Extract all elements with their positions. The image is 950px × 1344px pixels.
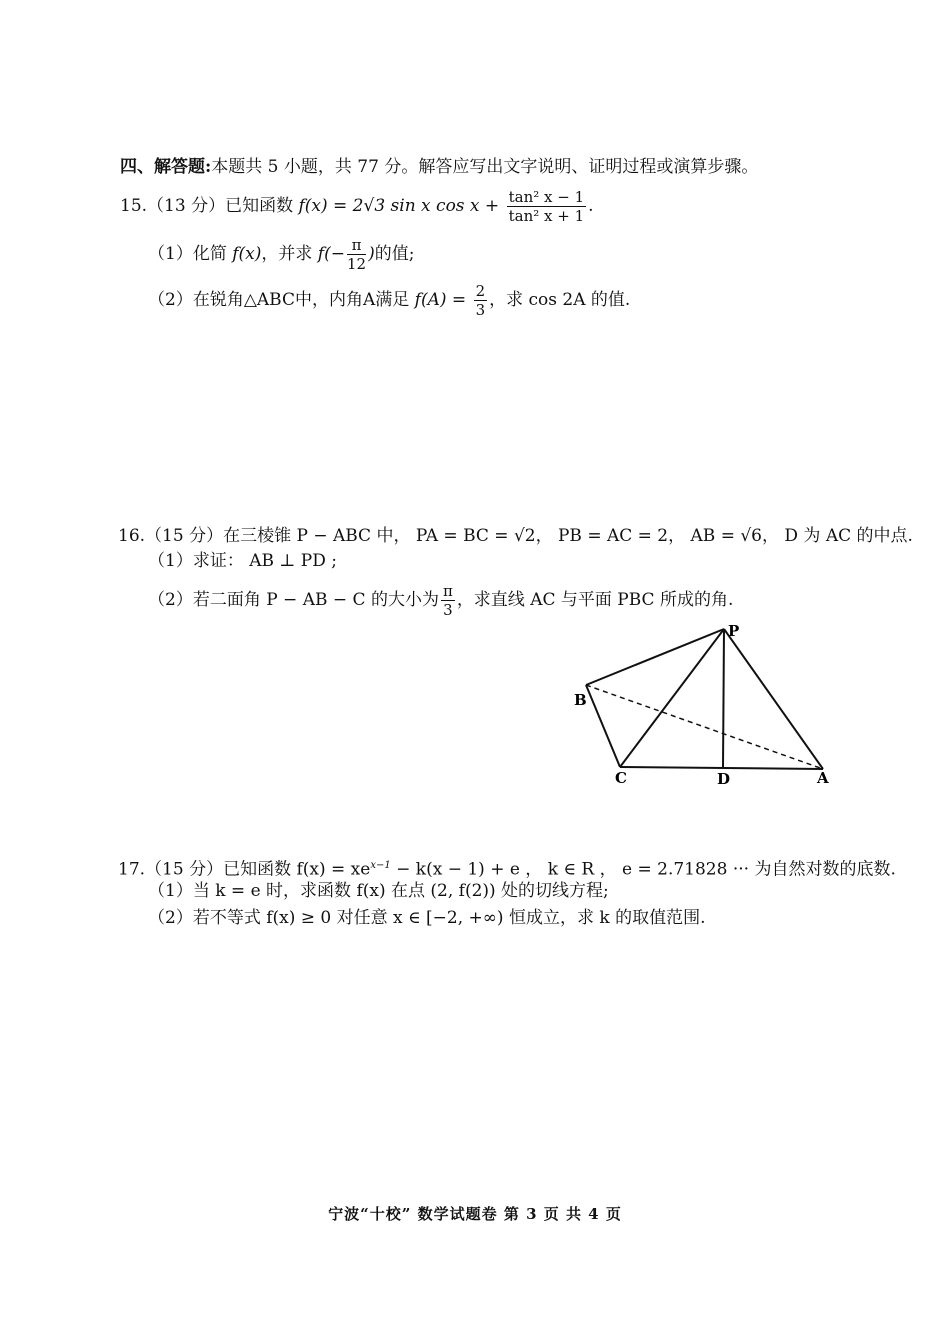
q15-part2: [148, 282, 630, 319]
q17-stem-rest: − k(x − 1) + e ， k ∈ R ， e = 2.71828 ··· 为自然对数的底数.: [390, 859, 896, 880]
label-C: C: [615, 769, 627, 787]
label-A: A: [817, 769, 829, 787]
q15-part1-fraction: [347, 236, 366, 273]
q16-part1: （1）求证： AB ⊥ PD ;: [148, 551, 337, 571]
q15-part1: [148, 236, 414, 273]
label-D: D: [717, 770, 731, 788]
q16-part2-fraction: [441, 582, 455, 619]
page-footer: 宁波“十校” 数学试题卷 第 3 页 共 4 页: [328, 1205, 622, 1223]
q15-part1-call: f(−: [317, 244, 345, 264]
q15-part1-f: f(x): [232, 244, 262, 264]
q15-end: .: [588, 196, 594, 216]
q17-part1: （1）当 k = e 时，求函数 f(x) 在点 (2, f(2)) 处的切线方程;: [148, 881, 609, 901]
q15-part1-12: 12: [346, 255, 367, 273]
q16-part2-prefix: （2）若二面角 P − AB − C 的大小为: [148, 590, 439, 610]
edge-BC: [586, 685, 620, 767]
pyramid-figure: [560, 615, 850, 795]
section-title: 四、解答题:: [120, 157, 212, 177]
q15-part1-close: ): [368, 244, 375, 264]
q16-part2-suffix: ，求直线 AC 与平面 PBC 所成的角.: [456, 590, 734, 610]
q16-part2: [148, 582, 733, 619]
q17-stem-text: 17.（15 分）已知函数 f(x) = xe: [118, 859, 371, 880]
q15-part1-prefix: （1）化简: [148, 244, 227, 264]
section-header: [120, 156, 758, 178]
q15-frac-den: tan² x + 1: [508, 207, 585, 225]
q15-stem-prefix: 15.（13 分）已知函数: [120, 196, 294, 216]
q17-stem: [118, 855, 896, 881]
edge-BA-hidden: [586, 685, 823, 769]
q15-part1-suffix: 的值;: [374, 244, 415, 264]
q15-formula: f(x) = 2√3 sin x cos x +: [298, 196, 500, 216]
q15-part2-den: 3: [475, 301, 486, 319]
edge-PA: [724, 629, 823, 769]
q17-part2: （2）若不等式 f(x) ≥ 0 对任意 x ∈ [−2, +∞) 恒成立，求 k 的取值范围.: [148, 908, 706, 928]
q17-exp: x−1: [370, 860, 391, 871]
label-P: P: [728, 622, 740, 640]
q15-part2-prefix: （2）在锐角△ABC中，内角A满足: [148, 290, 410, 310]
q15-fraction: [507, 188, 587, 225]
q15-part2-num: 2: [475, 282, 486, 300]
label-B: B: [574, 691, 587, 709]
q16-stem: 16.（15 分）在三棱锥 P − ABC 中， PA = BC = √2， PB = AC = 2， AB = √6， D 为 AC 的中点.: [118, 526, 913, 546]
edge-CA: [620, 767, 823, 769]
q16-part2-den: 3: [443, 601, 453, 619]
q15-part2-suffix: ，求 cos 2A 的值.: [489, 290, 631, 310]
q15-part1-pi: π: [347, 236, 366, 255]
q15-frac-num: tan² x − 1: [508, 188, 585, 206]
q16-part2-num: π: [442, 582, 453, 600]
q15-part2-fA: f(A) =: [414, 290, 467, 310]
edge-PD: [723, 629, 724, 768]
q15-stem: [120, 188, 594, 225]
q15-part2-fraction: [474, 282, 488, 319]
q15-part1-mid: ，并求: [261, 244, 313, 264]
section-desc: 本题共 5 小题，共 77 分。解答应写出文字说明、证明过程或演算步骤。: [211, 157, 759, 177]
